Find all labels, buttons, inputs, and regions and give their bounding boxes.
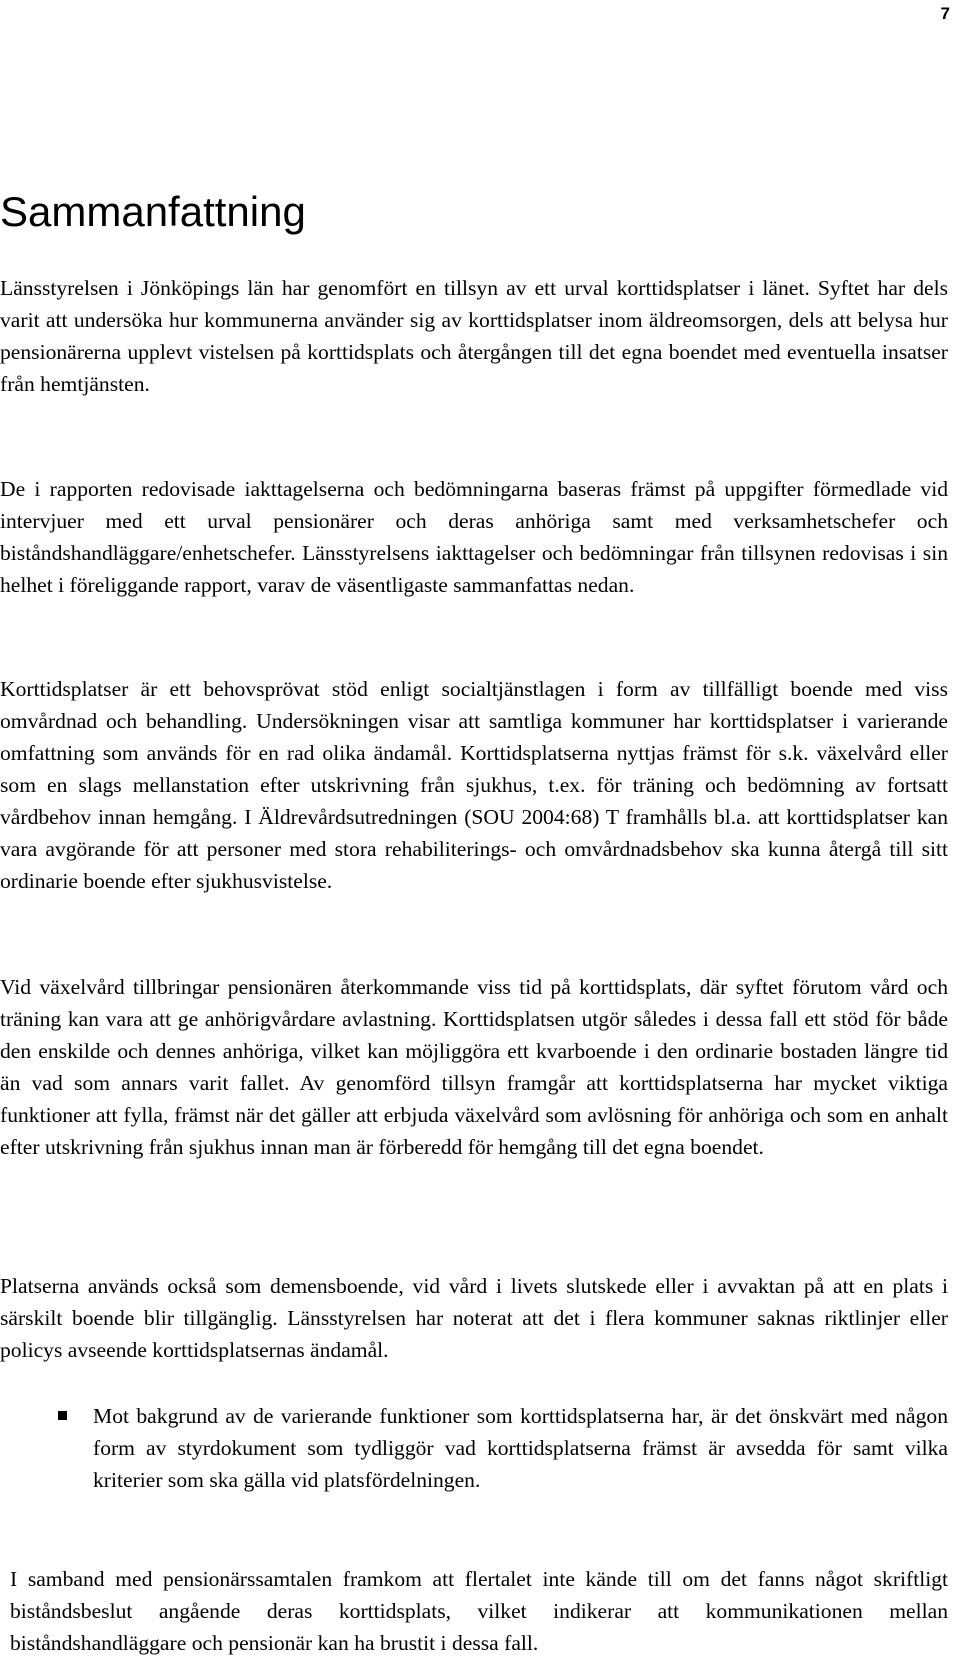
list-item (0, 1400, 948, 1496)
list-item-text: Mot bakgrund av de varierande funktioner som korttidsplatserna har, är det önskvärt med någon form av styrdokument som tydliggör vad korttidsplatserna främst är avsedda för samt vilka kriterier som ska gälla vid platsfördelningen. (93, 1404, 948, 1492)
square-bullet-icon (58, 1411, 67, 1420)
paragraph-other-uses: Platserna används också som demensboende, vid vård i livets slutskede eller i avvaktan på att en plats i särskilt boende blir tillgänglig. Länsstyrelsen har noterat att det i flera kommuner saknas riktlinjer eller policys avseende korttidsplatsernas ändamål. (0, 1274, 948, 1362)
page-title: Sammanfattning (0, 188, 306, 235)
recommendation-list (0, 1400, 948, 1496)
paragraph-respite-care: Vid växelvård tillbringar pensionären återkommande viss tid på korttidsplats, där syftet förutom vård och träning kan vara att ge anhörigvårdare avlastning. Korttidsplatsen utgör således i dessa fall ett stöd för både den enskilde och dennes anhöriga, vilket kan möjliggöra ett kvarboende i den ordinarie bostaden längre tid än vad som annars varit fallet. Av genomförd tillsyn framgår att korttidsplatserna har mycket viktiga funktioner att fylla, främst när det gäller att erbjuda växelvård som avlösning för anhöriga och som en anhalt efter utskrivning från sjukhus innan man är förberedd för hemgång till det egna boendet. (0, 975, 948, 1159)
paragraph-short-term-places: Korttidsplatser är ett behovsprövat stöd enligt socialtjänstlagen i form av tillfälligt boende med viss omvårdnad och behandling. Undersökningen visar att samtliga kommuner har korttidsplatser i varierande omfattning som används för en rad olika ändamål. Korttidsplatserna nyttjas främst för s.k. växelvård eller som en slags mellanstation efter utskrivning från sjukhus, t.ex. för träning och bedömning av fortsatt vårdbehov innan hemgång. I Äldrevårdsutredningen (SOU 2004:68) T framhålls bl.a. att korttidsplatser kan vara avgörande för att personer med stora rehabiliterings- och omvårdnadsbehov ska kunna återgå till sitt ordinarie boende efter sjukhusvistelse. (0, 677, 948, 893)
paragraph-basis: De i rapporten redovisade iakttagelserna och bedömningarna baseras främst på uppgifter förmedlade vid intervjuer med ett urval pensionärer och deras anhöriga samt med verksamhetschefer och biståndshandläggare/enhetschefer. Länsstyrelsens iakttagelser och bedömningar från tillsynen redovisas i sin helhet i föreliggande rapport, varav de väsentligaste sammanfattas nedan. (0, 477, 948, 597)
paragraph-intro: Länsstyrelsen i Jönköpings län har genomfört en tillsyn av ett urval korttidsplatser i länet. Syftet har dels varit att undersöka hur kommunerna använder sig av korttidsplatser inom äldreomsorgen, dels att belysa hur pensionärerna upplevt vistelsen på korttidsplats och återgången till det egna boendet med eventuella insatser från hemtjänsten. (0, 276, 948, 396)
paragraph-decision-awareness: I samband med pensionärssamtalen framkom att flertalet inte kände till om det fanns något skriftligt biståndsbeslut angående deras korttidsplats, vilket indikerar att kommunikationen mellan biståndshandläggare och pensionär kan ha brustit i dessa fall. (10, 1567, 948, 1655)
page-number: 7 (940, 4, 950, 23)
